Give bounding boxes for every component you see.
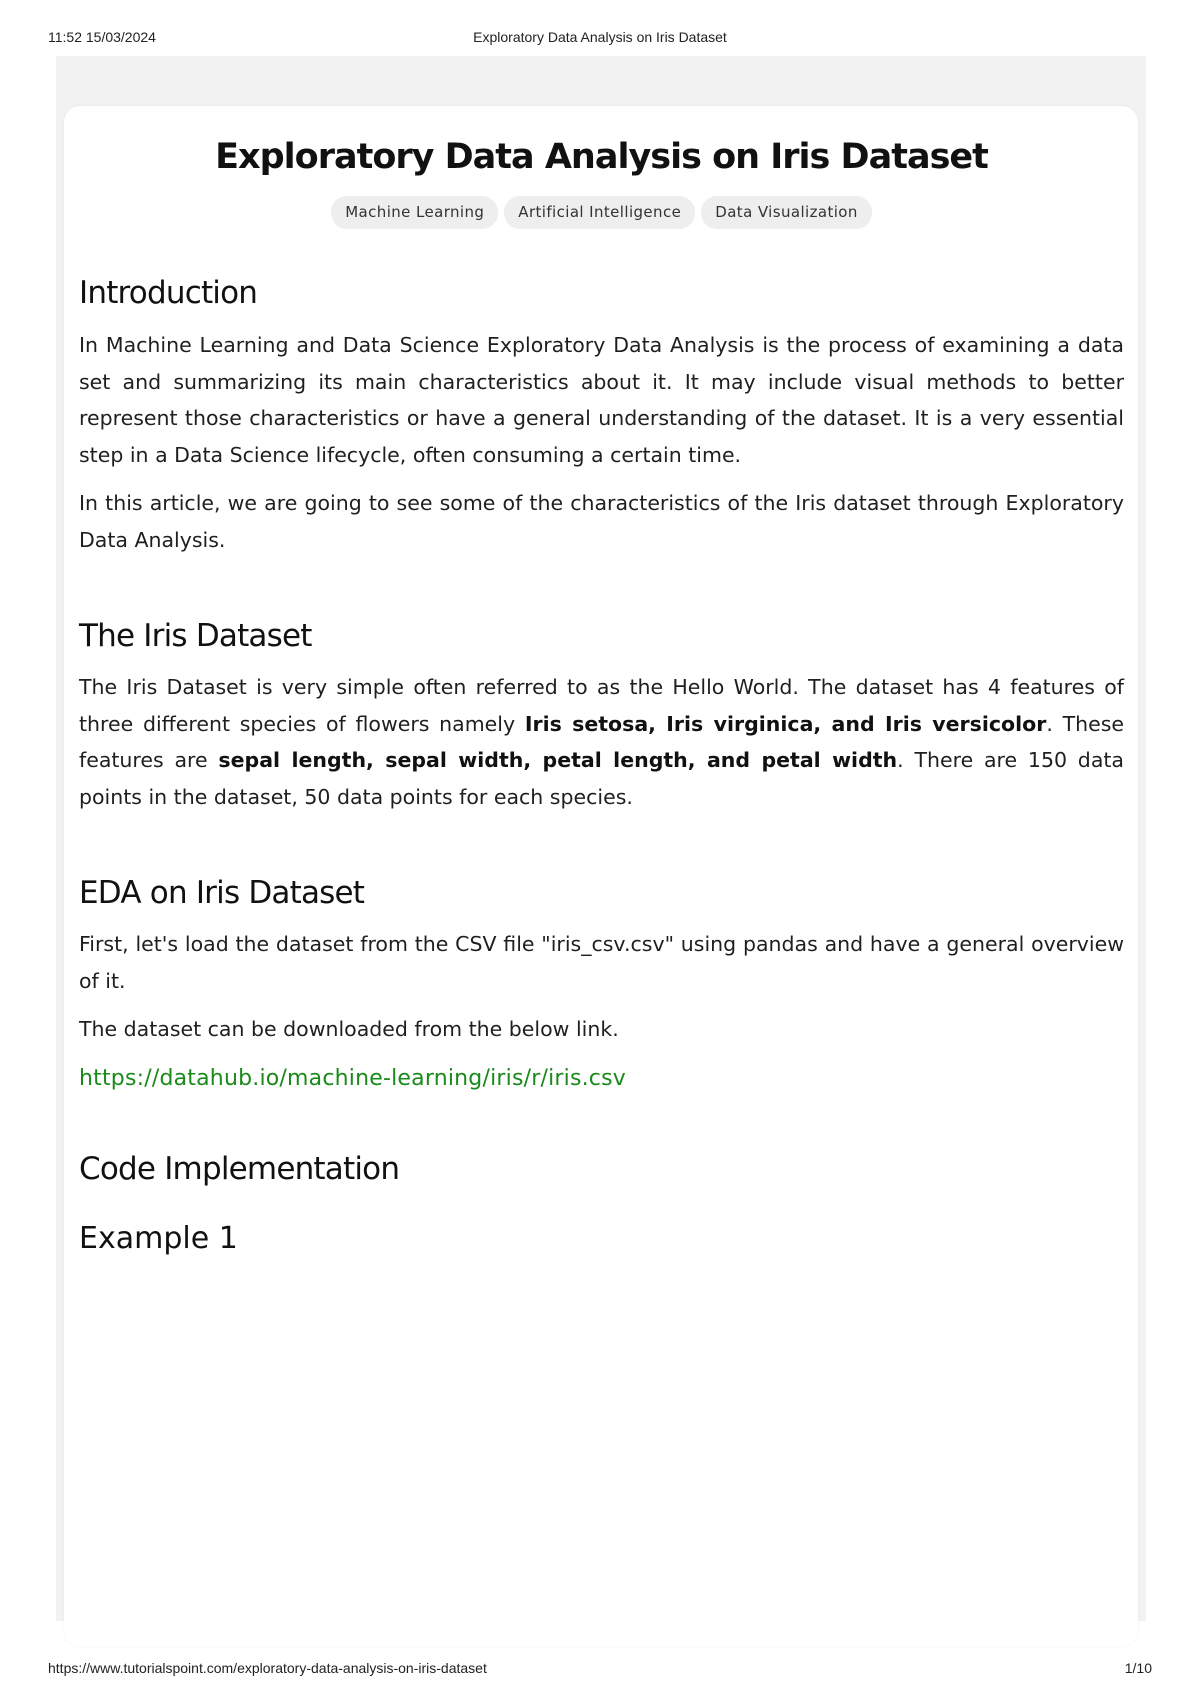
iris-text-part-3: . There are 150 data points in the dataset, 50 data points for each species. (79, 748, 1124, 809)
print-footer (48, 1660, 1152, 1680)
code-implementation-heading: Code Implementation (79, 1151, 400, 1187)
tag-data-visualization[interactable]: Data Visualization (701, 196, 872, 229)
article-title: Exploratory Data Analysis on Iris Dataset (215, 137, 988, 177)
iris-csv-link[interactable]: https://datahub.io/machine-learning/iris/r/iris.csv (79, 1065, 626, 1091)
introduction-paragraph-2: In this article, we are going to see some of the characteristics of the Iris dataset through Exploratory Data Analysis. (79, 491, 1124, 552)
article-content (79, 106, 1124, 1259)
print-url: https://www.tutorialspoint.com/exploratory-data-analysis-on-iris-dataset (48, 1660, 487, 1676)
iris-features-bold: sepal length, sepal width, petal length, and petal width (218, 748, 898, 772)
tag-machine-learning[interactable]: Machine Learning (331, 196, 498, 229)
introduction-paragraph-1: In Machine Learning and Data Science Exploratory Data Analysis is the process of examining a data set and summarizing its main characteristics about it. It may include visual methods to better represent those characteristics or have a general understanding of the dataset. It is a very essential step in a Data Science lifecycle, often consuming a certain time. (79, 333, 1124, 467)
iris-dataset-paragraph (79, 669, 1124, 815)
article-card (64, 106, 1138, 1646)
iris-dataset-heading: The Iris Dataset (79, 618, 312, 654)
print-document-title: Exploratory Data Analysis on Iris Dataset (473, 29, 727, 45)
iris-text-part-1: The Iris Dataset is very simple often referred to as the Hello World. The dataset has 4 features of three different species of flowers namely (79, 675, 1124, 736)
introduction-heading: Introduction (79, 275, 258, 311)
iris-text-part-2: . These features are (79, 711, 1124, 772)
page-number: 1/10 (1124, 1660, 1152, 1676)
eda-heading: EDA on Iris Dataset (79, 875, 365, 911)
print-timestamp: 11:52 15/03/2024 (48, 29, 156, 45)
tag-list (79, 196, 1124, 229)
eda-paragraph-2: The dataset can be downloaded from the below link. (79, 1017, 619, 1041)
tag-artificial-intelligence[interactable]: Artificial Intelligence (504, 196, 695, 229)
iris-species-bold: Iris setosa, Iris virginica, and Iris versicolor (524, 711, 1047, 736)
eda-paragraph-1: First, let's load the dataset from the CSV file "iris_csv.csv" using pandas and have a general overview of it. (79, 932, 1124, 993)
print-header (48, 29, 1152, 49)
example-1-heading: Example 1 (79, 1221, 238, 1256)
eda-link-paragraph (79, 1060, 1124, 1098)
